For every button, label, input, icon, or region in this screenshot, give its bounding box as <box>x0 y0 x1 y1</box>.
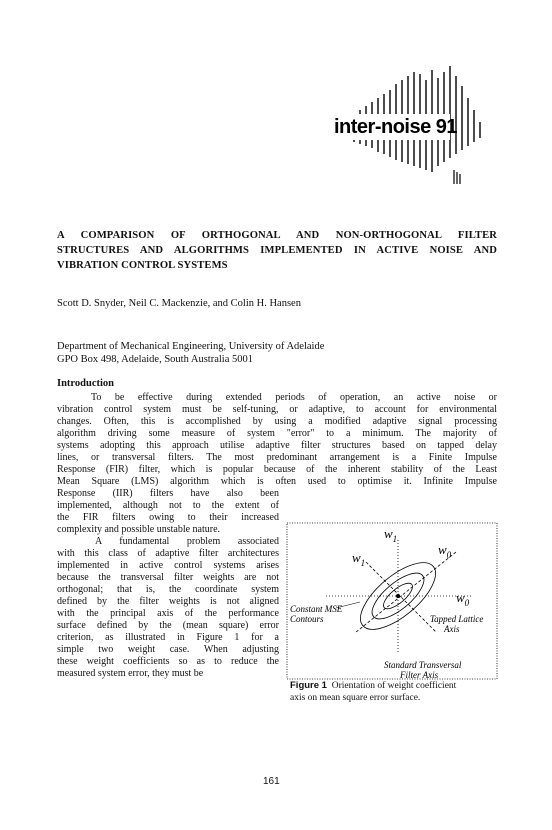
contours-label: Constant MSE <box>290 604 343 614</box>
body-line: surface defined by the (mean square) error <box>57 620 279 631</box>
w0prime-label: $w_0$ <box>438 542 452 560</box>
body-line: Mean Square (LMS) algorithm which is often used to optimise it. Infinite Impulse <box>57 476 497 487</box>
figure-label: Figure 1 <box>290 680 327 691</box>
w1prime-label: $w_1$ <box>352 550 366 568</box>
body-line: orthogonal; that is, the coordinate system <box>57 584 279 595</box>
body-line: systems adopting this approach utilise adaptive filter structures based on tapped delay <box>57 440 497 451</box>
body-line: the FIR filters owing to their increased <box>57 512 279 523</box>
body-line: simple two weight case. When adjusting <box>57 644 279 655</box>
title-line: A COMPARISON OF ORTHOGONAL AND NON-ORTHOGONAL FILTER <box>57 230 497 241</box>
body-line: algorithm driving some measure of system "error" to a minimum. The majority of <box>57 428 497 439</box>
w0-label: $w_0$ <box>456 590 470 608</box>
caption-text: axis on mean square error surface. <box>290 693 421 703</box>
affiliation-line: Department of Mechanical Engineering, University of Adelaide <box>57 341 325 352</box>
authors: Scott D. Snyder, Neil C. Mackenzie, and Colin H. Hansen <box>57 298 301 309</box>
figure-caption <box>290 680 498 704</box>
body-line: these weight coefficients so as to reduce the <box>57 656 279 667</box>
body-line: A fundamental problem associated <box>95 536 279 547</box>
body-line: defined by the filter weights is not aligned <box>57 596 279 607</box>
body-line: implemented in active control systems arises <box>57 560 279 571</box>
lattice-axis-label: Axis <box>444 624 460 634</box>
contours-label: Contours <box>290 614 324 624</box>
w1-label: $w_1$ <box>384 526 398 544</box>
body-line: measured system error, they must be <box>57 668 204 679</box>
body-line: lines, or transversal filters. The most predominant arrangement is a Finite Impulse <box>57 452 497 463</box>
lattice-axis-label: Tapped Lattice <box>430 614 484 624</box>
section-heading: Introduction <box>57 378 114 389</box>
transversal-axis-label: Filter Axis <box>400 670 439 680</box>
body-line: changes. Often, this is accomplished by using a modified adaptive signal processing <box>57 416 497 427</box>
transversal-axis-label: Standard Transversal <box>384 660 462 670</box>
paper-title <box>57 228 497 273</box>
logo-text: inter-noise 91 <box>334 116 458 138</box>
body-line: implemented, although not to the extent of <box>57 500 279 511</box>
page-number: 161 <box>263 776 280 787</box>
title-line: VIBRATION CONTROL SYSTEMS <box>57 260 228 271</box>
body-line: Response (FIR) filter, which is popular because of the inherent stability of the Least <box>57 464 497 475</box>
body-line: vibration control system must be self-tuning, or adaptive, to account for environmental <box>57 404 497 415</box>
body-line: To be effective during extended periods of operation, an active noise or <box>91 392 497 403</box>
body-line: complexity and possible unstable nature. <box>57 524 221 535</box>
body-line: because the transversal filter weights are not <box>57 572 279 583</box>
body-line: with the principal axis of the performance <box>57 608 279 619</box>
title-line: STRUCTURES AND ALGORITHMS IMPLEMENTED IN ACTIVE NOISE AND <box>57 245 497 256</box>
body-line: Response (IIR) filters have also been <box>57 488 279 499</box>
body-line: criterion, as illustrated in Figure 1 for a <box>57 632 279 643</box>
minimum-point <box>396 594 400 598</box>
affiliation-line: GPO Box 498, Adelaide, South Australia 5001 <box>57 354 253 365</box>
caption-text: Orientation of weight coefficient <box>331 681 457 691</box>
w1prime-axis <box>366 562 436 632</box>
figure-1-diagram <box>286 522 498 680</box>
body-line: with this class of adaptive filter architectures <box>57 548 279 559</box>
affiliation <box>57 340 324 366</box>
